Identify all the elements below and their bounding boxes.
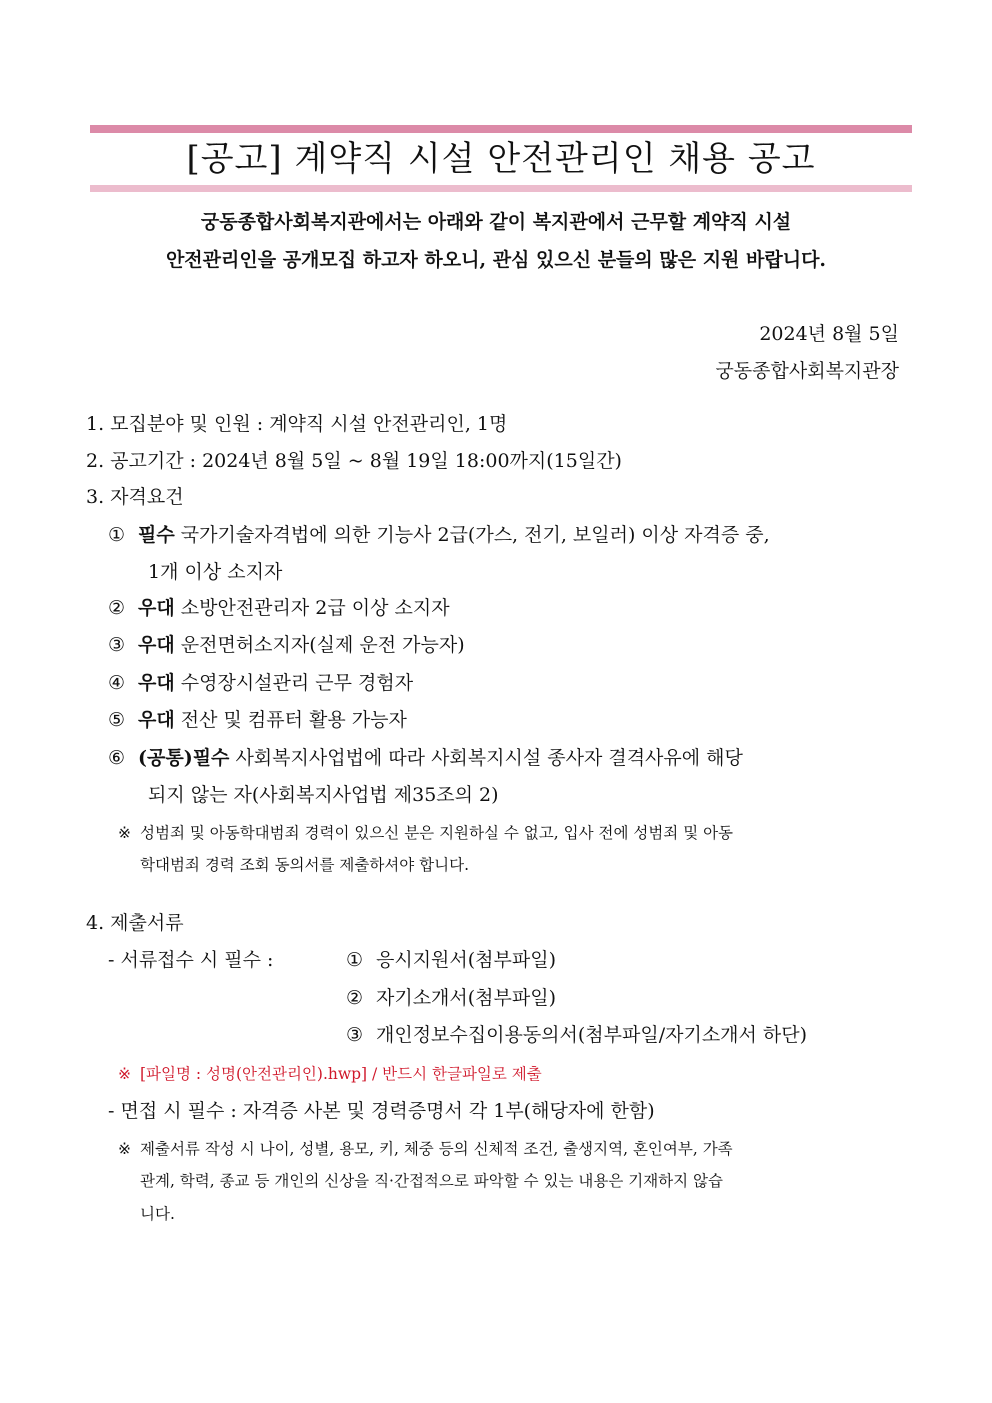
doc-number: ②: [346, 987, 364, 1009]
requirement-item: [108, 706, 407, 734]
section-3-heading: 3. 자격요건: [86, 486, 184, 508]
doc-text: 자기소개서(첨부파일): [376, 987, 557, 1009]
section-4-note: [118, 1136, 733, 1162]
note-line: 니다.: [140, 1205, 175, 1223]
requirement-item: [108, 744, 743, 772]
item-text: 수영장시설관리 근무 경험자: [180, 672, 414, 694]
requirement-item: [108, 631, 465, 659]
note-line: 제출서류 작성 시 나이, 성별, 용모, 키, 체중 등의 신체적 조건, 출생지역, 혼인여부, 가족: [140, 1140, 733, 1158]
requirement-item: [108, 594, 450, 622]
item-tag: 필수: [138, 524, 175, 546]
note-mark: ※: [118, 1065, 131, 1083]
issuer: 궁동종합사회복지관장: [715, 360, 899, 382]
doc-text: 개인정보수집이용동의서(첨부파일/자기소개서 하단): [376, 1024, 808, 1046]
item-tag: 우대: [138, 672, 175, 694]
section-3-note: [118, 820, 733, 846]
doc-item: [346, 984, 556, 1012]
section-1: 1. 모집분야 및 인원 : 계약직 시설 안전관리인, 1명: [86, 413, 508, 435]
requirement-item-cont: 1개 이상 소지자: [148, 561, 283, 583]
required-docs-label: - 서류접수 시 필수 :: [108, 949, 274, 971]
item-text: 전산 및 컴퓨터 활용 가능자: [180, 709, 407, 731]
requirement-item-cont: 되지 않는 자(사회복지사업법 제35조의 2): [148, 784, 499, 806]
item-number: ⑤: [108, 709, 126, 731]
note-line: 관계, 학력, 종교 등 개인의 신상을 직·간접적으로 파악할 수 있는 내용은 기재하지 않습: [140, 1172, 723, 1190]
item-tag: (공통)필수: [138, 747, 230, 769]
doc-number: ③: [346, 1024, 364, 1046]
file-name-note: [118, 1061, 542, 1087]
section-2: 2. 공고기간 : 2024년 8월 5일 ~ 8월 19일 18:00까지(15일간): [86, 450, 622, 472]
intro-line-1: 궁동종합사회복지관에서는 아래와 같이 복지관에서 근무할 계약직 시설: [200, 211, 792, 233]
note-line: 학대범죄 경력 조회 동의서를 제출하셔야 합니다.: [140, 856, 470, 874]
note-line: 성범죄 및 아동학대범죄 경력이 있으신 분은 지원하실 수 없고, 입사 전에 성범죄 및 아동: [140, 824, 734, 842]
item-text: 국가기술자격법에 의한 기능사 2급(가스, 전기, 보일러) 이상 자격증 중,: [180, 524, 770, 546]
item-text: 소방안전관리자 2급 이상 소지자: [180, 597, 450, 619]
item-number: ②: [108, 597, 126, 619]
page-title: [공고] 계약직 시설 안전관리인 채용 공고: [186, 139, 816, 179]
interview-requirement: - 면접 시 필수 : 자격증 사본 및 경력증명서 각 1부(해당자에 한함): [108, 1100, 655, 1122]
item-tag: 우대: [138, 634, 175, 656]
doc-number: ①: [346, 949, 364, 971]
item-tag: 우대: [138, 597, 175, 619]
doc-item: [346, 1021, 807, 1049]
title-bar-bottom: [90, 185, 912, 192]
item-text: 사회복지사업법에 따라 사회복지시설 종사자 결격사유에 해당: [235, 747, 743, 769]
item-text: 운전면허소지자(실제 운전 가능자): [180, 634, 465, 656]
item-number: ③: [108, 634, 126, 656]
item-tag: 우대: [138, 709, 175, 731]
title-bar-top: [90, 125, 912, 133]
requirement-item: [108, 521, 770, 549]
item-number: ⑥: [108, 747, 126, 769]
doc-item: [346, 946, 556, 974]
note-mark: ※: [118, 824, 131, 842]
file-note-text: [파일명 : 성명(안전관리인).hwp] / 반드시 한글파일로 제출: [140, 1065, 542, 1083]
doc-text: 응시지원서(첨부파일): [376, 949, 557, 971]
item-number: ④: [108, 672, 126, 694]
announcement-date: 2024년 8월 5일: [759, 323, 899, 345]
item-number: ①: [108, 524, 126, 546]
note-mark: ※: [118, 1140, 131, 1158]
requirement-item: [108, 669, 413, 697]
intro-line-2: 안전관리인을 공개모집 하고자 하오니, 관심 있으신 분들의 많은 지원 바랍니다.: [165, 249, 827, 271]
section-4-heading: 4. 제출서류: [86, 912, 184, 934]
